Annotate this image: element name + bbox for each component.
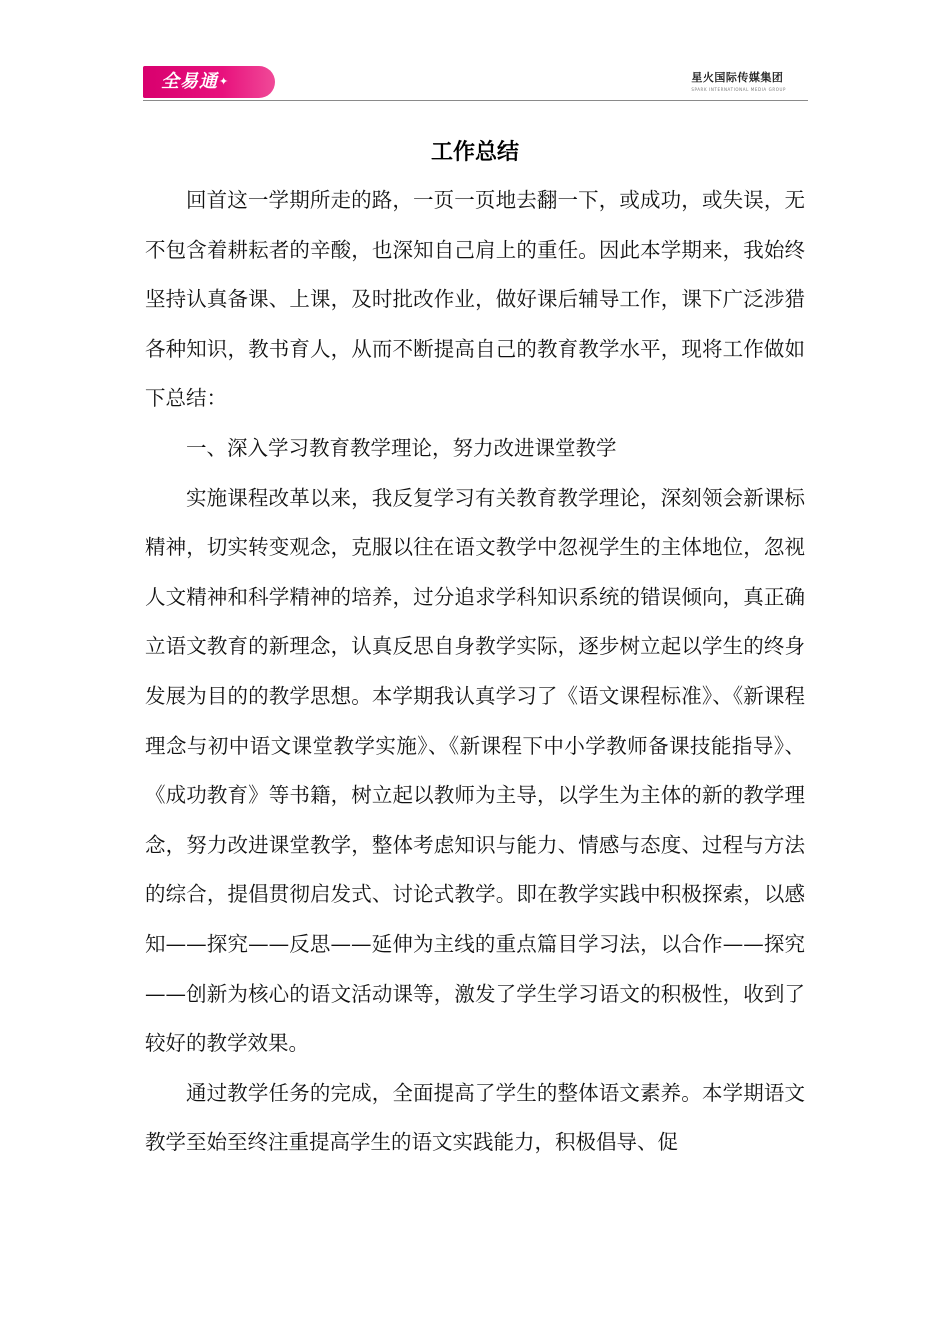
section-heading-1: 一、深入学习教育教学理论，努力改进课堂教学 [186, 435, 617, 460]
page-header [143, 63, 808, 101]
logo-text: 全易通 [161, 71, 218, 92]
document-title: 工作总结 [430, 140, 519, 165]
brand-name-en: SPARK INTERNATIONAL MEDIA GROUP [691, 87, 786, 92]
paragraph-intro: 回首这一学期所走的路，一页一页地去翻一下，或成功，或失误，无不包含着耕耘者的辛酸，也深知自己肩上的重任。因此本学期来，我始终坚持认真备课、上课，及时批改作业，做好课后辅导工作，课下广泛涉猎各种知识，教书育人，从而不断提高自己的教育教学水平，现将工作做如下总结： [145, 188, 805, 411]
paragraph-continued: 通过教学任务的完成，全面提高了学生的整体语文素养。本学期语文教学至始至终注重提高学生的语文实践能力，积极倡导、促 [145, 1080, 805, 1155]
sparkle-icon: ✦ [219, 75, 230, 88]
header-divider [143, 100, 808, 101]
brand-block [691, 69, 786, 92]
quanyitong-logo [143, 66, 275, 98]
brand-name-cn: 星火国际传媒集团 [691, 71, 784, 84]
paragraph-section-1: 实施课程改革以来，我反复学习有关教育教学理论，深刻领会新课标精神，切实转变观念，克服以往在语文教学中忽视学生的主体地位，忽视人文精神和科学精神的培养，过分追求学科知识系统的错误倾向，真正确立语文教育的新理念，认真反思自身教学实际，逐步树立起以学生的终身发展为目的的教学思想。本学期我认真学习了《语文课程标准》、《新课程理念与初中语文课堂教学实施》、《新课程下中小学教师备课技能指导》、《成功教育》等书籍，树立起以教师为主导，以学生为主体的新的教学理念，努力改进课堂教学，整体考虑知识与能力、情感与态度、过程与方法的综合，提倡贯彻启发式、讨论式教学。即在教学实践中积极探索，以感知——探究——反思——延伸为主线的重点篇目学习法，以合作——探究——创新为核心的语文活动课等，激发了学生学习语文的积极性，收到了较好的教学效果。 [145, 485, 805, 1056]
document-body [145, 176, 805, 1168]
